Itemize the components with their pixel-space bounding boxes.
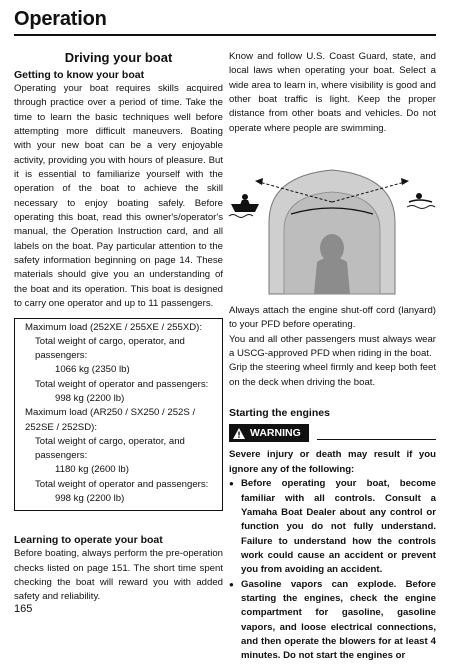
boat-swimmer-illustration-icon xyxy=(229,152,436,294)
pfd-paragraph: You and all other passengers must always wear a USCG-approved PFD when riding in the boat. xyxy=(229,333,436,360)
warning-intro: Severe injury or death may result if you ignore any of the following: xyxy=(229,449,436,475)
spec-line: Maximum load (252XE / 255XE / 255XD): xyxy=(25,321,203,333)
warning-bullet: ● Gasoline vapors can explode. Before starting the engines, check the engine compartment for gasoline, gasoline vapors, and loose electrical connections, and then operate the blowers for at least 4 minutes. Do not start the engines or xyxy=(229,578,436,664)
subheading-learning: Learning to operate your boat xyxy=(14,534,163,547)
intro-paragraph: Operating your boat requires skills acquired through practice over a period of time. Take the time to learn the basic techniques well before attempting more difficult maneuvers. Boating with your new boat can be a very enjoyable activity, providing you with hours of pleasure. But it is essential to familiarize yourself with the operation of the boat to achieve the skill necessary to enjoy boating safely. Before operating this boat, read this owner's/operator's manual, the Operation Instruction card, and all labels on the boat. Pay particular attention to the safety information beginning on page 14. These materials should give you an understanding of the boat and its operation. This boat is designed to carry one operator and up to 11 passengers. xyxy=(14,83,223,310)
page-title: Operation xyxy=(14,8,107,30)
spec-value: 998 kg (2200 lb) xyxy=(55,493,125,505)
warning-triangle-icon xyxy=(233,428,245,439)
spec-value: 1180 kg (2600 lb) xyxy=(55,464,129,476)
section-title: Driving your boat xyxy=(64,50,173,65)
right-column xyxy=(229,50,436,664)
spec-value: 998 kg (2200 lb) xyxy=(55,392,125,404)
warning-header xyxy=(229,424,436,442)
max-load-box xyxy=(14,318,223,512)
spec-line: Total weight of operator and passengers: xyxy=(35,478,209,490)
preop-paragraph: Before boating, always perform the pre-operation checks listed on page 151. The short time spent checking the boat will reward you with added safety and reliability. xyxy=(14,548,223,603)
spec-value: 1066 kg (2350 lb) xyxy=(55,364,130,376)
page-header xyxy=(14,8,436,36)
header-rule xyxy=(14,34,436,36)
page-number: 165 xyxy=(14,603,33,615)
spec-line: Total weight of operator and passengers: xyxy=(35,378,209,390)
warning-badge xyxy=(229,424,309,442)
subheading-getting-to-know: Getting to know your boat xyxy=(14,69,145,81)
subheading-starting-engines: Starting the engines xyxy=(229,407,330,420)
spec-line: Total weight of cargo, operator, and passengers: xyxy=(35,335,185,362)
warning-list xyxy=(229,477,436,663)
spec-line: Maximum load (AR250 / SX250 / 252S / 252SE / 252SD): xyxy=(25,407,196,433)
warning-rule xyxy=(317,439,436,440)
spec-line: Total weight of cargo, operator, and passengers: xyxy=(35,435,185,462)
steering-paragraph: Grip the steering wheel firmly and keep both feet on the deck when driving the boat. xyxy=(229,362,436,388)
left-column xyxy=(14,50,223,605)
driving-illustration xyxy=(229,152,436,294)
lanyard-paragraph: Always attach the engine shut-off cord (lanyard) to your PFD before operating. xyxy=(229,305,436,331)
warning-bullet: ● Before operating your boat, become familiar with all controls. Consult a Yamaha Boat Dealer about any control or function you do not fully understand. Failure to understand how the controls work could cause an accident or prevent you from avoiding an accident. xyxy=(229,477,436,577)
laws-paragraph: Know and follow U.S. Coast Guard, state, and local laws when operating your boat. Select a wide area to learn in, where visibility is good and other boat traffic is light. Keep the proper distance from other boats and vehicles. Do not operate where people are swimming. xyxy=(229,51,436,134)
warning-label: WARNING xyxy=(250,427,301,440)
